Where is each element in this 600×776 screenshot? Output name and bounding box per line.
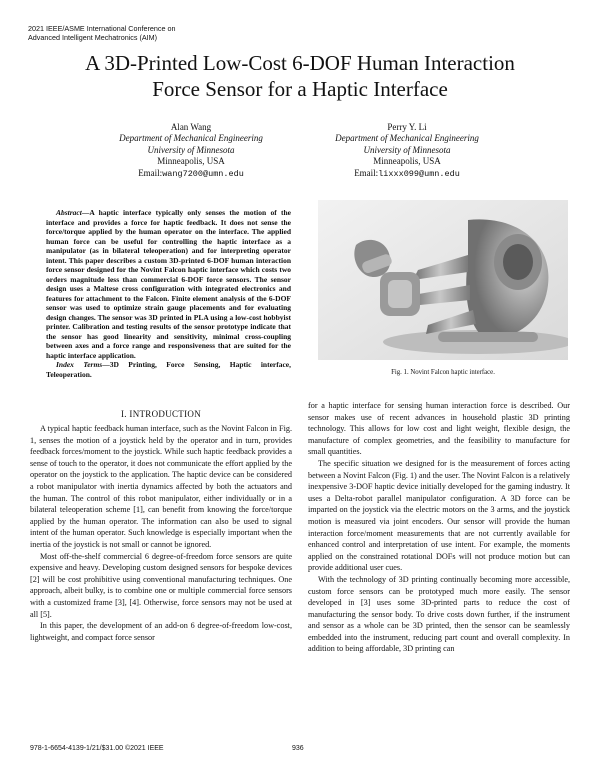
author-name: Perry Y. Li xyxy=(387,122,427,132)
footer-isbn: 978-1-6654-4139-1/21/$31.00 ©2021 IEEE xyxy=(30,745,164,752)
author-email-line xyxy=(312,168,502,180)
paragraph: The specific situation we designed for is the measurement of forces acting between a Novint Falcon (Fig. 1) and the user. The Novint Falcon is a relatively inexpensive 3-DOF haptic device initially developed for the gaming industry. It uses a Delta-robot parallel manipulator configuration. A 3D force can be imparted on the joystick via the electric motors on the 3 arms, and the joystick motion is measured via joint encoders. Our sensor will provide the human interaction force/moment measurements that are not currently available for enhanced control and interpretation of use intent. For example, the moments applied on the constrained rotational DOFs will not produce motion but can provide additional user cues. xyxy=(308,458,570,573)
left-column-text xyxy=(30,423,292,643)
author-university: University of Minnesota xyxy=(147,144,235,155)
author-email-link[interactable]: lixxx099@umn.edu xyxy=(378,168,460,179)
author-block-1 xyxy=(96,122,286,180)
conference-line-1: 2021 IEEE/ASME International Conference on xyxy=(28,24,176,33)
email-label: Email: xyxy=(354,167,379,178)
paragraph: Most off-the-shelf commercial 6 degree-of-freedom force sensors are quite expensive and heavy. Developing custom designed sensors for bespoke devices [2] will be cost prohibitive using conventional manufacturing techniques. One approach, albeit bulky, is to combine one or multiple commercial force sensors with a customized frame [3], [4]. Otherwise, force sensors may not be used at all [5]. xyxy=(30,551,292,619)
author-city: Minneapolis, USA xyxy=(373,156,441,167)
paragraph: In this paper, the development of an add-on 6 degree-of-freedom low-cost, lightweight, and compact force sensor xyxy=(30,621,292,642)
title-line-2: Force Sensor for a Haptic Interface xyxy=(152,77,448,101)
author-email-line xyxy=(96,168,286,180)
author-department: Department of Mechanical Engineering xyxy=(119,133,263,144)
abstract-text: —A haptic interface typically only senses the motion of the interface and provides a force for haptic feedback. It does not sense the force/torque applied by the human operator on the interface. The applied human force can be useful for controlling the haptic interface as a manipulator (as in bilateral teleoperation) and for interpreting operator intent. This paper describes a custom 3D-printed 6-DOF human interaction force sensor designed for the Novint Falcon haptic interface which costs two orders magnitude less than commercial 6-DOF force sensors. The sensor design uses a Maltese cross configuration with integrated electronics and features for attachment to the Falcon. Finite element analysis of the 6-DOF sensor was used to optimize strain gauge placements and for evaluating design changes. The sensor was 3D printed in PLA using a low-cost hobbyist printer. Calibration and testing results of the sensor prototype indicate that the sensor has good linearity and sensitivity, minimal cross-coupling between axes and a force range and responsiveness that are suited for the haptic interface application. xyxy=(46,208,291,360)
paragraph: With the technology of 3D printing continually becoming more accessible, custom force sensors can be prototyped much more easily. The sensor developed in [3] uses some 3D-printed parts to reduce the cost of manufacturing the sensor body. To drive costs down further, if the instrument and sensor as a whole can be 3D printed, then the sensor can be seamlessly embedded into the instrument, reducing part count and overall complexity. In addition to being affordable, 3D printing can xyxy=(308,574,570,654)
author-university: University of Minnesota xyxy=(363,144,451,155)
paper-title xyxy=(30,50,570,102)
section-heading: I. INTRODUCTION xyxy=(121,409,201,419)
author-block-2 xyxy=(312,122,502,180)
novint-falcon-photo xyxy=(318,200,568,360)
index-terms xyxy=(46,360,291,379)
author-department: Department of Mechanical Engineering xyxy=(335,133,479,144)
author-name: Alan Wang xyxy=(170,122,212,132)
abstract-paragraph xyxy=(46,208,291,360)
conference-line-2: Advanced Intelligent Mechatronics (AIM) xyxy=(28,33,158,42)
author-city: Minneapolis, USA xyxy=(157,156,225,167)
index-terms-label: Index Terms xyxy=(56,360,103,369)
abstract-label: Abstract xyxy=(56,208,82,217)
email-label: Email: xyxy=(138,167,163,178)
index-terms-text: —3D Printing, Force Sensing, Haptic interface, Teleoperation. xyxy=(46,360,292,379)
abstract xyxy=(46,208,291,379)
paragraph: for a haptic interface for sensing human interaction force is described. Our sensor makes use of recent advances in household plastic 3D printing technology. This allows for low cost and light weight, flexible design, the manufacture of complex geometries, and the feasibility to manufacture for small quantities. xyxy=(308,401,570,457)
conference-header xyxy=(28,24,175,42)
page-number: 936 xyxy=(292,745,304,752)
figure-caption: Fig. 1. Novint Falcon haptic interface. xyxy=(391,369,495,376)
right-column-text xyxy=(308,400,570,655)
title-line-1: A 3D-Printed Low-Cost 6-DOF Human Interaction xyxy=(85,51,515,75)
author-email-link[interactable]: wang7200@umn.edu xyxy=(162,168,244,179)
paragraph: A typical haptic feedback human interface, such as the Novint Falcon in Fig. 1, senses the motion of a joystick held by the operator and in turn, provides feedback forces/moment to the joystick. While such haptic feedback provides a sense of touch to the operator, it does not communicate the effort applied by the operator on the joystick to the application. The haptic device can be considered a robot manipulator with inertia dynamics affected by both the actuators and the human. The control of this robot manipulator, either individually or in a bilateral teleoperation scheme [1], can benefit from knowing the force/torque applied by the human operator. The information can also be used to signal intent of the human operator. Such knowledge is especially important when the inertia of the joystick is not small or cannot be ignored. xyxy=(30,424,292,549)
